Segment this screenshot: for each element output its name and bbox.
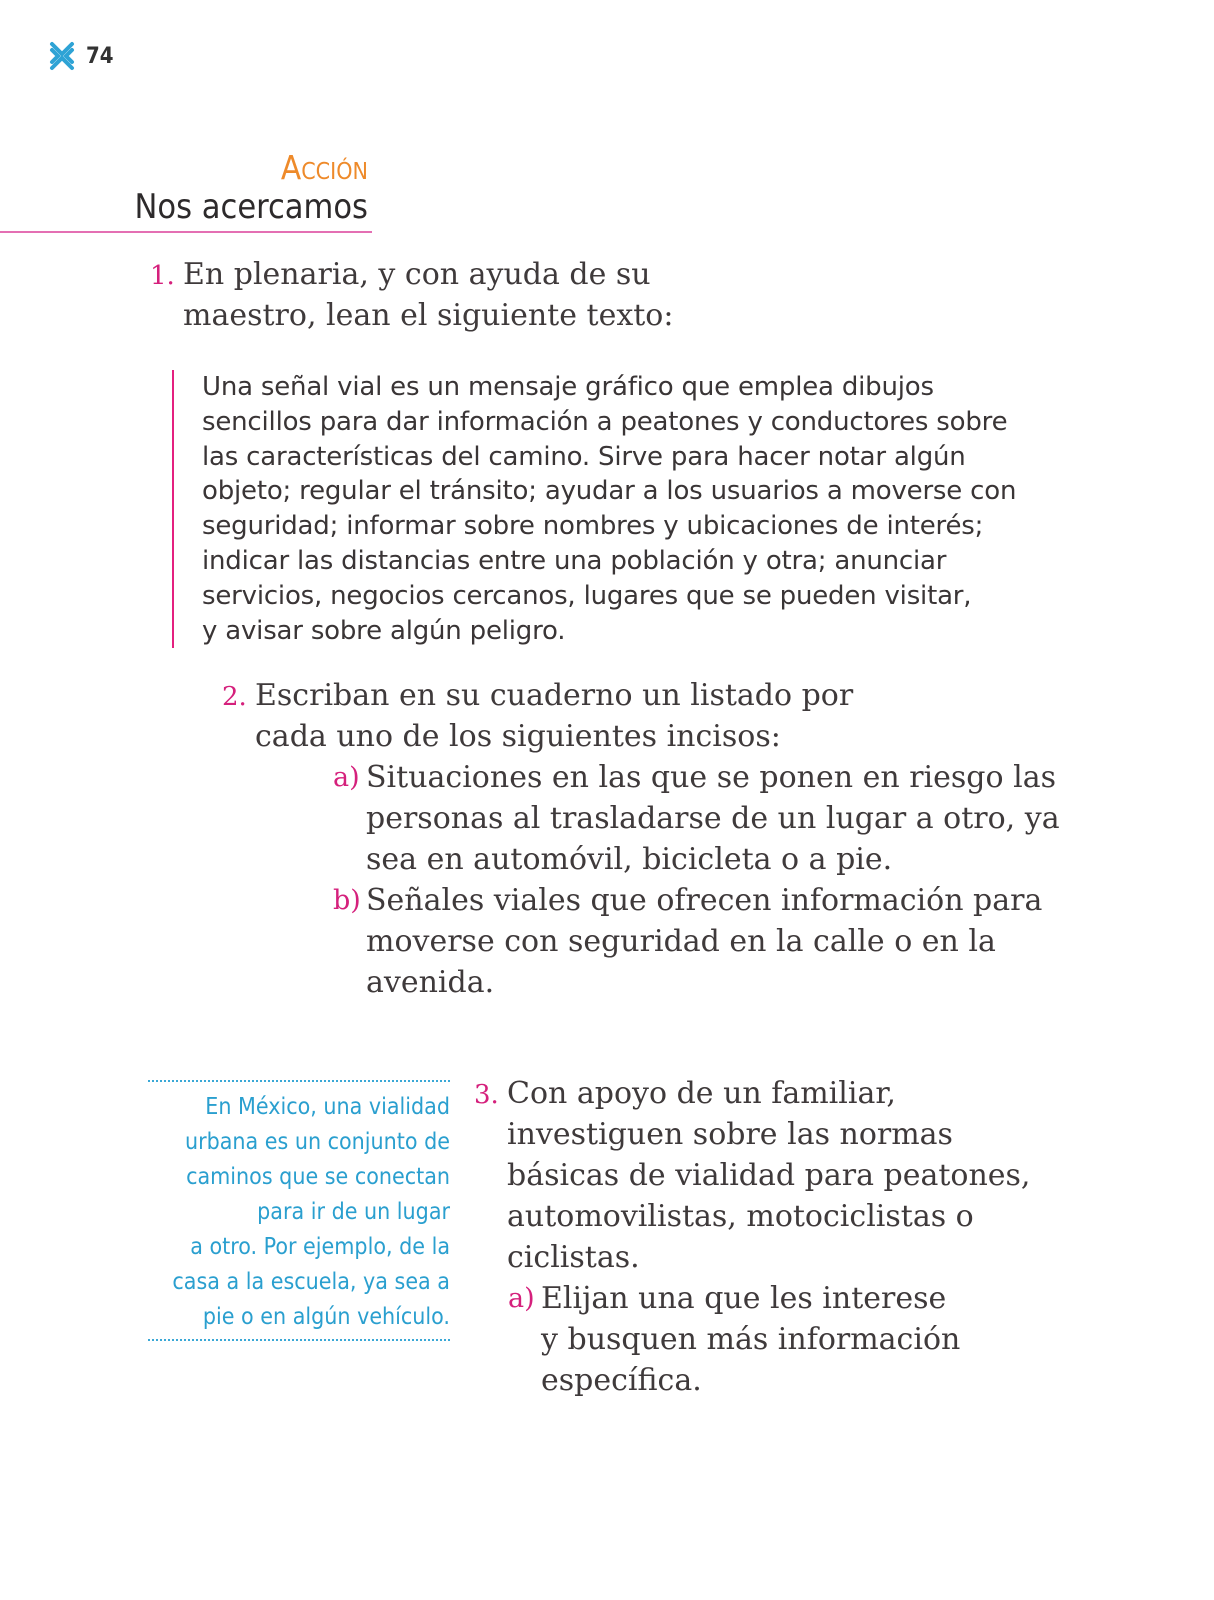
step-text (183, 254, 703, 336)
item-line: Señales viales que ofrecen información para (366, 883, 1043, 918)
page-number: 74 (86, 43, 114, 69)
item-letter: a) (508, 1283, 535, 1314)
sidebar-line: para ir de un lugar (257, 1199, 450, 1225)
sidebar-line: urbana es un conjunto de (184, 1129, 450, 1155)
step-text (255, 675, 955, 757)
passage-line: indicar las distancias entre una población y otra; anunciar (202, 545, 947, 576)
step-line: investiguen sobre las normas (507, 1117, 953, 1152)
item-text (366, 880, 1066, 1003)
passage-line: las características del camino. Sirve para hacer notar algún (202, 441, 966, 472)
step-line: Con apoyo de un familiar, (507, 1076, 896, 1111)
item-letter: b) (333, 885, 361, 916)
item-text (366, 757, 1066, 880)
step-number: 3. (474, 1080, 499, 1110)
step-text (507, 1073, 1037, 1278)
page-header (48, 40, 114, 72)
section-header (0, 150, 372, 233)
step-line: básicas de vialidad para peatones, (507, 1158, 1031, 1193)
step-line: Escriban en su cuaderno un listado por (255, 678, 854, 713)
sidebar-line: casa a la escuela, ya sea a (172, 1269, 450, 1295)
step-line: maestro, lean el siguiente texto: (183, 298, 674, 333)
item-line: sea en automóvil, bicicleta o a pie. (366, 842, 893, 877)
passage-line: objeto; regular el tránsito; ayudar a los usuarios a moverse con (202, 476, 1017, 507)
step-line: ciclistas. (507, 1240, 640, 1275)
sidebar-line: a otro. Por ejemplo, de la (190, 1234, 450, 1260)
sidebar-line: caminos que se conectan (186, 1164, 450, 1190)
sidebar-note (148, 1080, 450, 1341)
item-line: moverse con seguridad en la calle o en la (366, 924, 996, 959)
knot-ornament-icon (48, 40, 76, 72)
item-letter: a) (333, 762, 360, 793)
sidebar-line: En México, una vialidad (205, 1094, 450, 1120)
dotted-divider-bottom (148, 1339, 450, 1341)
passage-line: seguridad; informar sobre nombres y ubicaciones de interés; (202, 511, 984, 542)
passage-line: servicios, negocios cercanos, lugares que se pueden visitar, (202, 580, 972, 611)
sidebar-text (148, 1082, 450, 1339)
item-line: específica. (541, 1363, 702, 1398)
passage-line: Una señal vial es un mensaje gráfico que emplea dibujos (202, 372, 934, 402)
step-line: En plenaria, y con ayuda de su (183, 257, 651, 292)
section-kicker: Acción (280, 148, 368, 187)
step-line: cada uno de los siguientes incisos: (255, 719, 781, 754)
item-line: personas al trasladarse de un lugar a otro, ya (366, 801, 1060, 836)
step-number: 1. (150, 261, 175, 291)
item-line: avenida. (366, 965, 495, 1000)
section-divider (0, 231, 372, 233)
step-number: 2. (222, 682, 247, 712)
item-line: y busquen más información (541, 1322, 961, 1357)
sidebar-line: pie o en algún vehículo. (202, 1304, 450, 1330)
passage-line: sencillos para dar información a peatones y conductores sobre (202, 406, 1008, 437)
section-title: Nos acercamos (134, 187, 368, 228)
item-line: Situaciones en las que se ponen en riesgo las (366, 760, 1056, 795)
step-line: automovilistas, motociclistas o (507, 1199, 974, 1234)
item-line: Elijan una que les interese (541, 1281, 947, 1316)
passage-line: y avisar sobre algún peligro. (202, 615, 566, 646)
reading-passage (172, 370, 1082, 648)
item-text (541, 1278, 1021, 1401)
